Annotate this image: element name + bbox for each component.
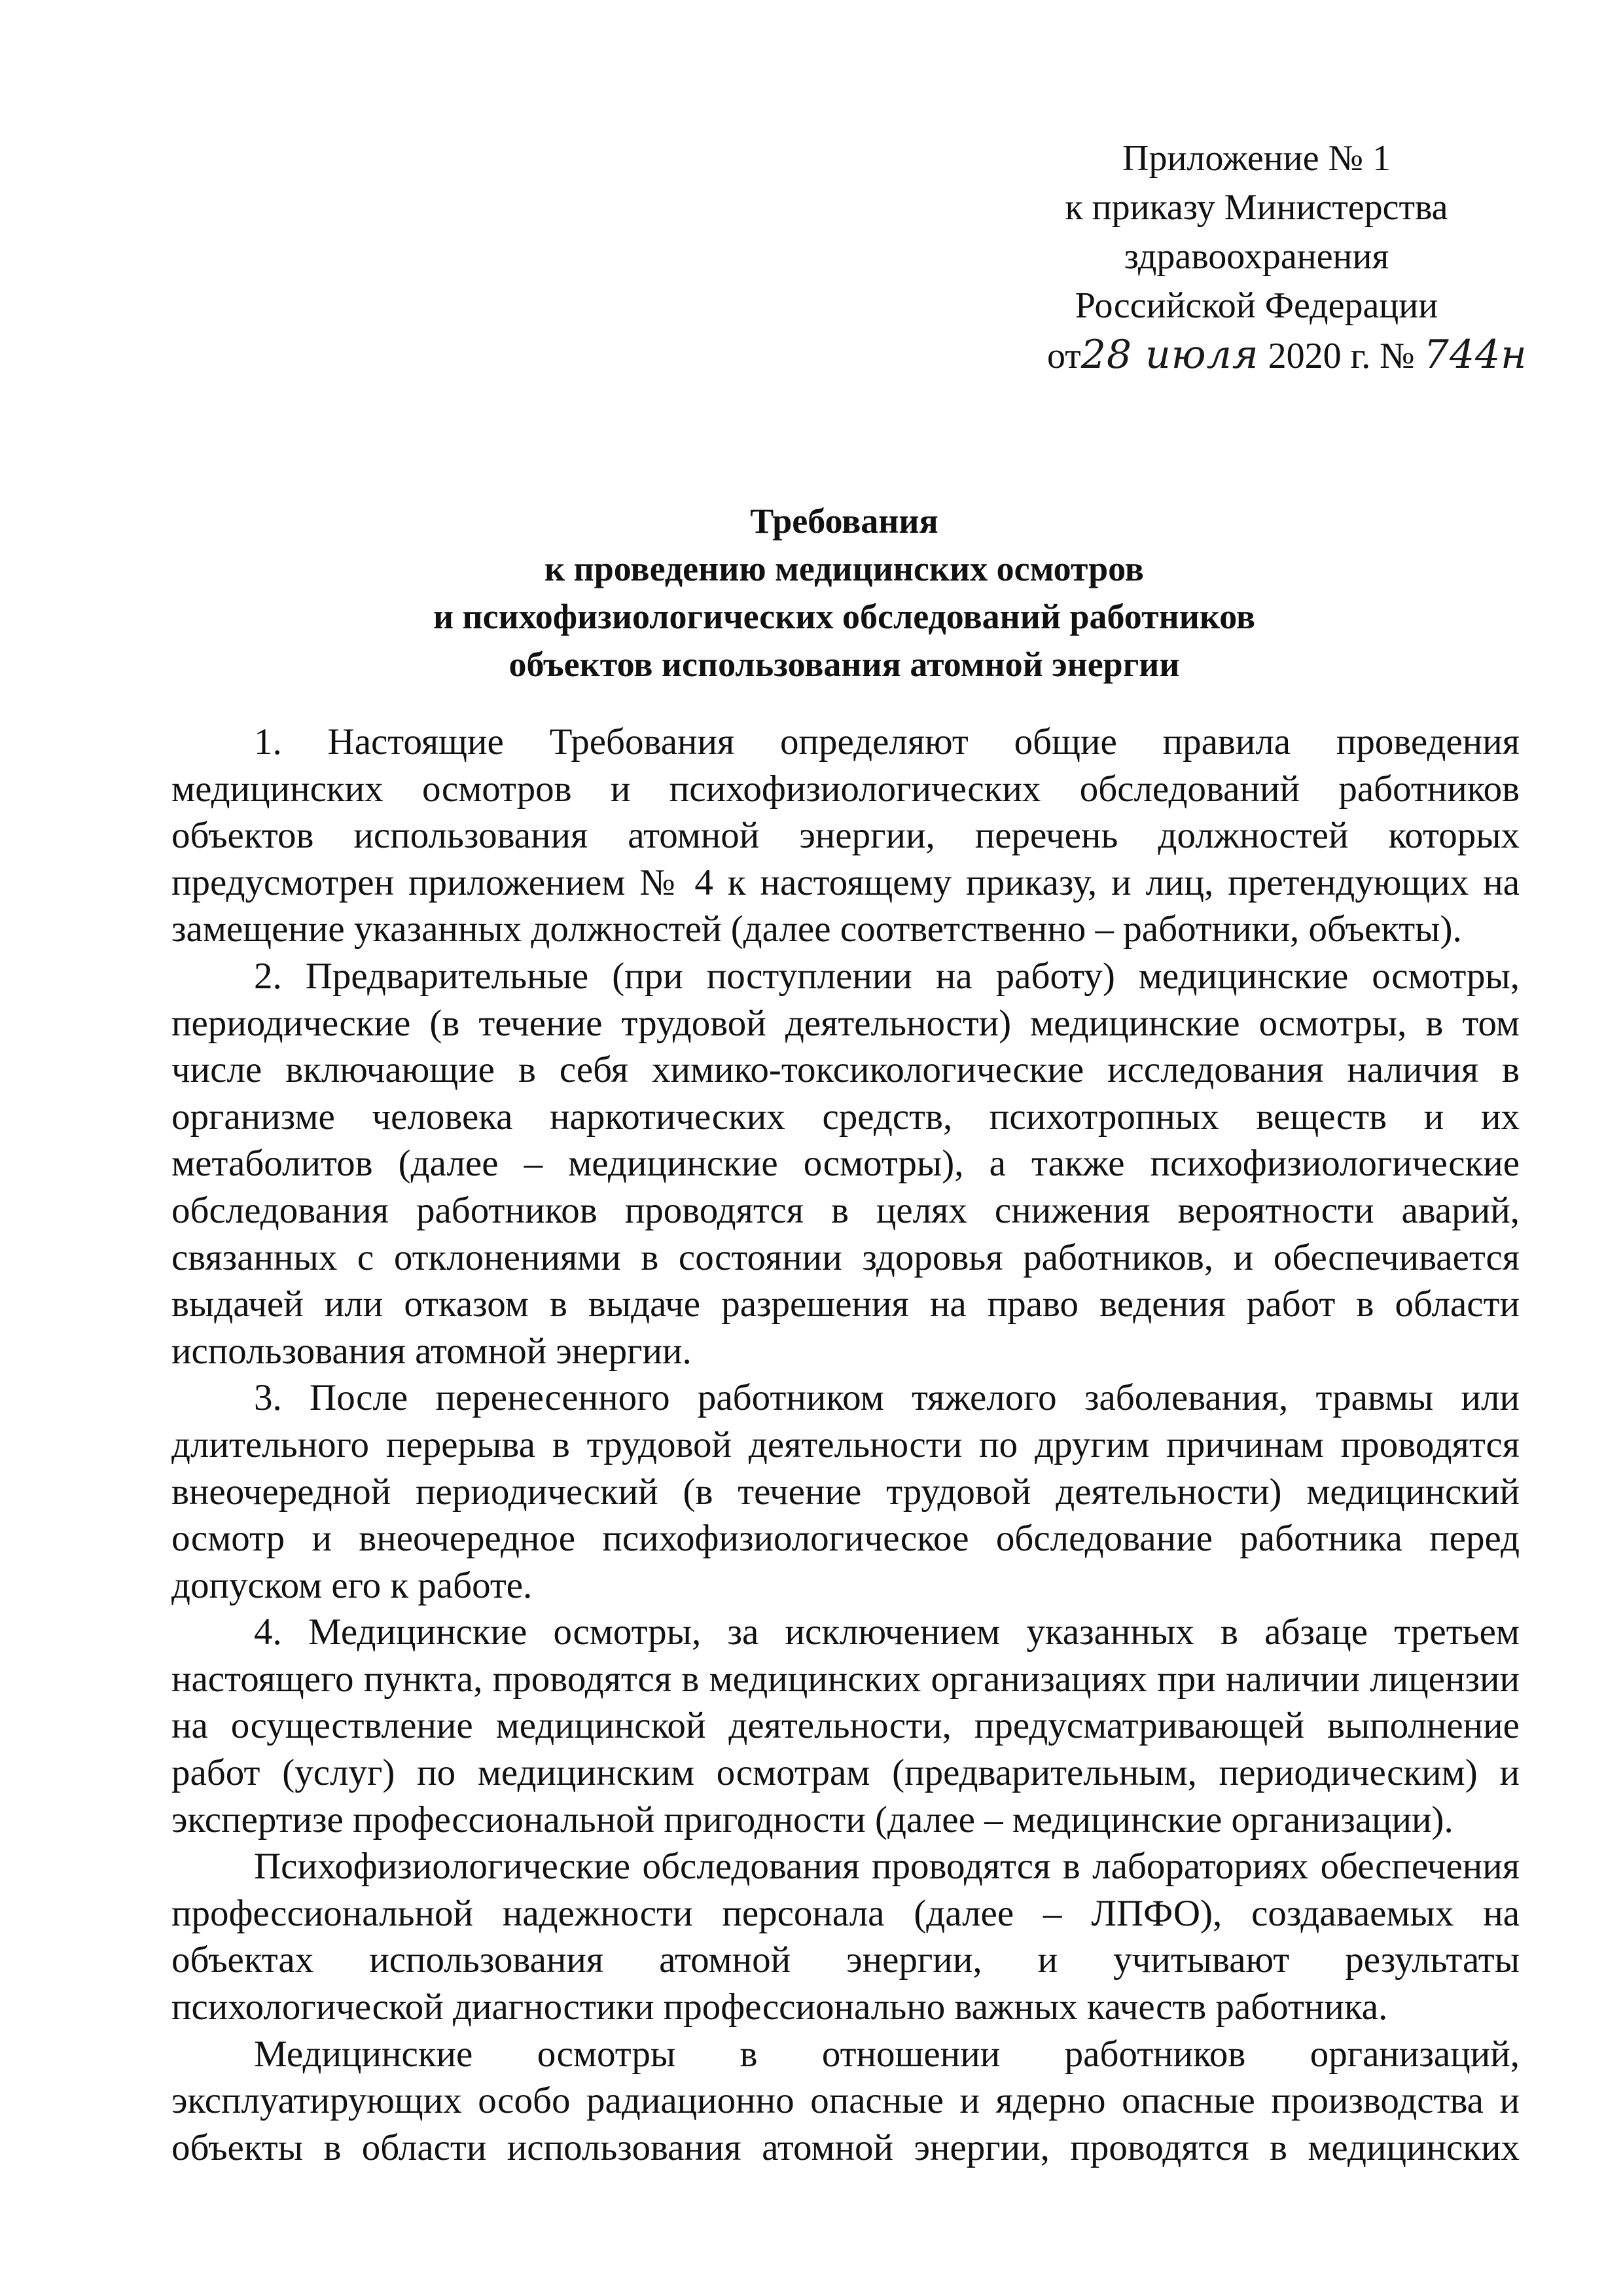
document-title	[196, 497, 1492, 689]
appendix-number: Приложение № 1	[1122, 138, 1391, 179]
paragraph-4-nuclear-orgs: Медицинские осмотры в отношении работников организаций, эксплуатирующих особо радиационно опасные и ядерно опасные производства и объекты в области использования атомной энергии, проводятся в медицинских	[171, 2033, 1520, 2168]
title-line-2: к проведению медицинских осмотров	[544, 549, 1144, 588]
document-body	[171, 719, 1520, 2171]
paragraph-4: 4. Медицинские осмотры, за исключением указанных в абзаце третьем настоящего пункта, проводятся в медицинских организациях при наличии лицензии на осуществление медицинской деятельности, предусматривающей выполнение работ (услуг) по медицинским осмотрам (предварительным, периодическим) и экспертизе профессиональной пригодности (далее – медицинские организации).	[171, 1611, 1520, 1840]
appendix-order-ref: к приказу Министерства	[1065, 187, 1448, 228]
title-line-4: объектов использования атомной энергии	[508, 645, 1180, 684]
paragraph-3: 3. После перенесенного работником тяжелого заболевания, травмы или длительного перерыва в трудовой деятельности по другим причинам проводятся внеочередной периодический (в течение трудовой деятельности) медицинский осмотр и внеочередное психофизиологическое обследование работника перед допуском его к работе.	[171, 1377, 1520, 1606]
appendix-ministry: здравоохранения	[1124, 236, 1389, 277]
title-line-3: и психофизиологических обследований работников	[433, 597, 1256, 636]
appendix-header	[1021, 134, 1527, 381]
handwritten-date: 28 июля	[1080, 332, 1259, 378]
date-year: 2020 г. №	[1268, 336, 1415, 376]
appendix-federation: Российской Федерации	[1075, 285, 1438, 326]
handwritten-order-number: 744н	[1423, 332, 1527, 378]
paragraph-1: 1. Настоящие Требования определяют общие правила проведения медицинских осмотров и психофизиологических обследований работников объектов использования атомной энергии, перечень должностей которых предусмотрен приложением № 4 к настоящему приказу, и лиц, претендующих на замещение указанных должностей (далее соответственно – работники, объекты).	[171, 721, 1520, 950]
paragraph-4-lpfo: Психофизиологические обследования проводятся в лабораториях обеспечения профессиональной надежности персонала (далее – ЛПФО), создаваемых на объектах использования атомной энергии, и учитывают результаты психологической диагностики профессионально важных качеств работника.	[171, 1846, 1520, 2028]
appendix-date-line	[1047, 331, 1527, 381]
date-prefix: от	[1047, 336, 1081, 376]
paragraph-2: 2. Предварительные (при поступлении на работу) медицинские осмотры, периодические (в течение трудовой деятельности) медицинские осмотры, в том числе включающие в себя химико-токсикологические исследования наличия в организме человека наркотических средств, психотропных веществ и их метаболитов (далее – медицинские осмотры), а также психофизиологические обследования работников проводятся в целях снижения вероятности аварий, связанных с отклонениями в состоянии здоровья работников, и обеспечивается выдачей или отказом в выдаче разрешения на право ведения работ в области использования атомной энергии.	[171, 955, 1520, 1372]
title-line-1: Требования	[750, 501, 938, 541]
